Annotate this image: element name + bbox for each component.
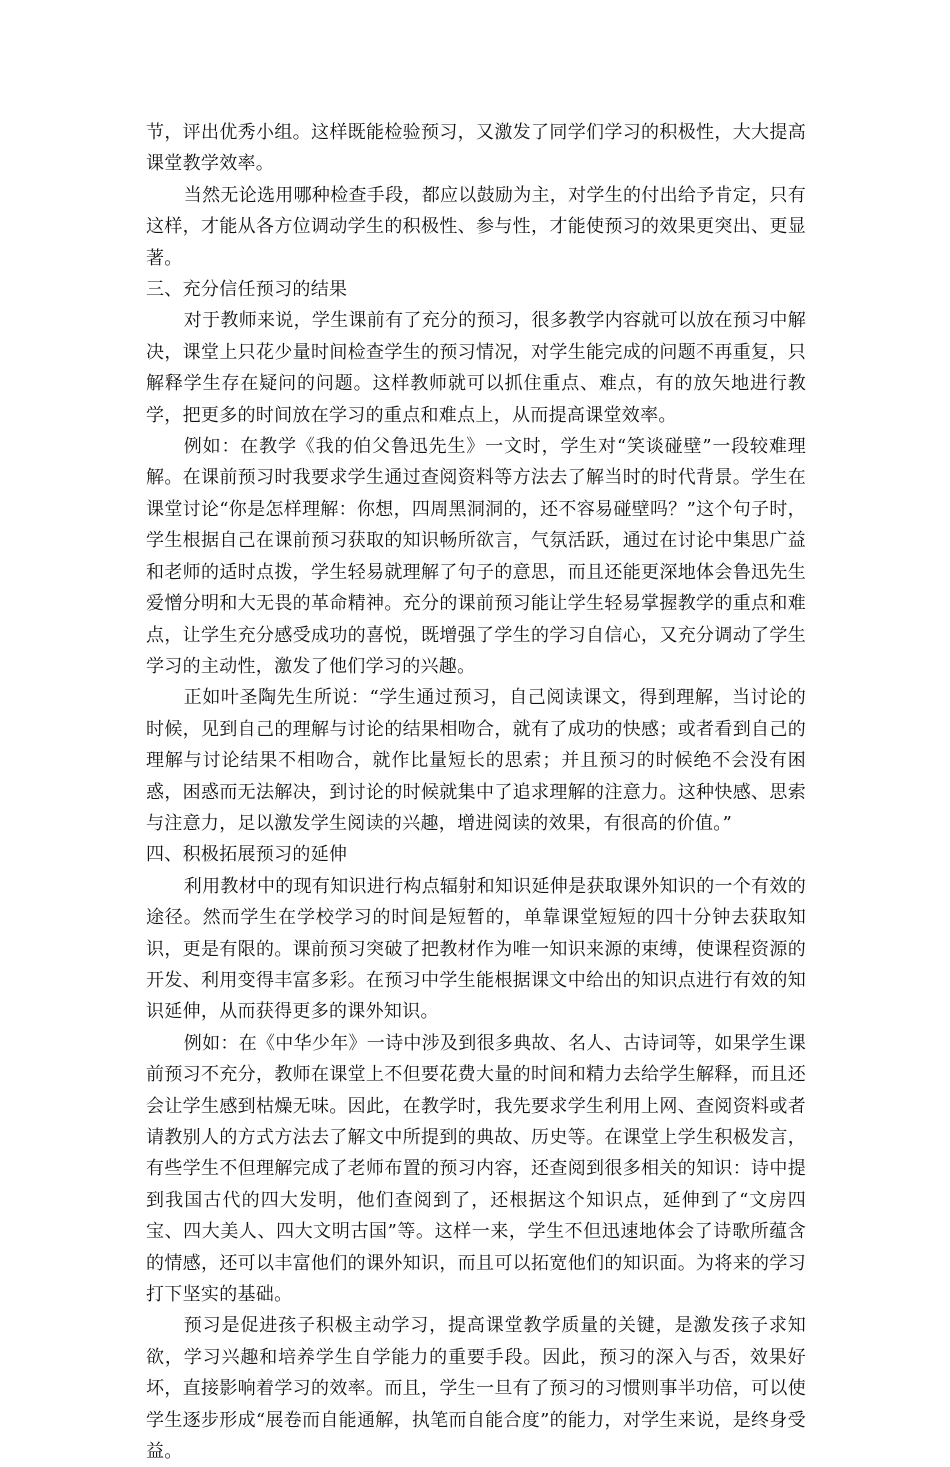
paragraph: 对于教师来说，学生课前有了充分的预习，很多教学内容就可以放在预习中解决，课堂上只花少量时间检查学生的预习情况，对学生能完成的问题不再重复，只解释学生存在疑问的问题。这样教师就可以抓住重点、难点，有的放矢地进行教学，把更多的时间放在学习的重点和难点上，从而提高课堂效率。 bbox=[146, 310, 806, 426]
paragraph: 预习是促进孩子积极主动学习，提高课堂教学质量的关键，是激发孩子求知欲，学习兴趣和培养学生自学能力的重要手段。因此，预习的深入与否，效果好坏，直接影响着学习的效率。而且，学生一旦有了预习的习惯则事半功倍，可以使学生逐步形成“展卷而自能通解，执笔而自能合度”的能力，对学生来说，是终身受益。 bbox=[146, 1315, 806, 1463]
paragraph: 当然无论选用哪种检查手段，都应以鼓励为主，对学生的付出给予肯定，只有这样，才能从各方位调动学生的积极性、参与性，才能使预习的效果更突出、更显著。 bbox=[146, 184, 806, 269]
document-body bbox=[146, 117, 806, 1467]
paragraph: 例如：在教学《我的伯父鲁迅先生》一文时，学生对“笑谈碰壁”一段较难理解。在课前预习时我要求学生通过查阅资料等方法去了解当时的时代背景。学生在课堂讨论“你是怎样理解：你想，四周黑洞洞的，还不容易碰壁吗？”这个句子时，学生根据自己在课前预习获取的知识畅所欲言，气氛活跃，通过在讨论中集思广益和老师的适时点拨，学生轻易就理解了句子的意思，而且还能更深地体会鲁迅先生爱憎分明和大无畏的革命精神。充分的课前预习能让学生轻易掌握教学的重点和难点，让学生充分感受成功的喜悦，既增强了学生的学习自信心，又充分调动了学生学习的主动性，激发了他们学习的兴趣。 bbox=[146, 436, 806, 677]
paragraph: 正如叶圣陶先生所说：“学生通过预习，自己阅读课文，得到理解，当讨论的时候，见到自己的理解与讨论的结果相吻合，就有了成功的快感；或者看到自己的理解与讨论结果不相吻合，就作比量短长的思索；并且预习的时候绝不会没有困惑，困惑而无法解决，到讨论的时候就集中了追求理解的注意力。这种快感、思索与注意力，足以激发学生阅读的兴趣，增进阅读的效果，有很高的价值。” bbox=[146, 687, 806, 834]
paragraph: 利用教材中的现有知识进行构点辐射和知识延伸是获取课外知识的一个有效的途径。然而学生在学校学习的时间是短暂的，单靠课堂短短的四十分钟去获取知识，更是有限的。课前预习突破了把教材作为唯一知识来源的束缚，使课程资源的开发、利用变得丰富多彩。在预习中学生能根据课文中给出的知识点进行有效的知识延伸，从而获得更多的课外知识。 bbox=[146, 875, 806, 1023]
section-heading: 四、积极拓展预习的延伸 bbox=[146, 844, 348, 866]
section-heading: 三、充分信任预习的结果 bbox=[146, 279, 348, 301]
paragraph: 例如：在《中华少年》一诗中涉及到很多典故、名人、古诗词等，如果学生课前预习不充分，教师在课堂上不但要花费大量的时间和精力去给学生解释，而且还会让学生感到枯燥无味。因此，在教学时，我先要求学生利用上网、查阅资料或者请教别人的方式方法去了解文中所提到的典故、历史等。在课堂上学生积极发言，有些学生不但理解完成了老师布置的预习内容，还查阅到很多相关的知识：诗中提到我国古代的四大发明，他们查阅到了，还根据这个知识点，延伸到了“文房四宝、四大美人、四大文明古国”等。这样一来，学生不但迅速地体会了诗歌所蕴含的情感，还可以丰富他们的课外知识，而且可以拓宽他们的知识面。为将来的学习打下坚实的基础。 bbox=[146, 1032, 806, 1306]
paragraph-continued: 节，评出优秀小组。这样既能检验预习，又激发了同学们学习的积极性，大大提高课堂教学效率。 bbox=[146, 122, 806, 175]
